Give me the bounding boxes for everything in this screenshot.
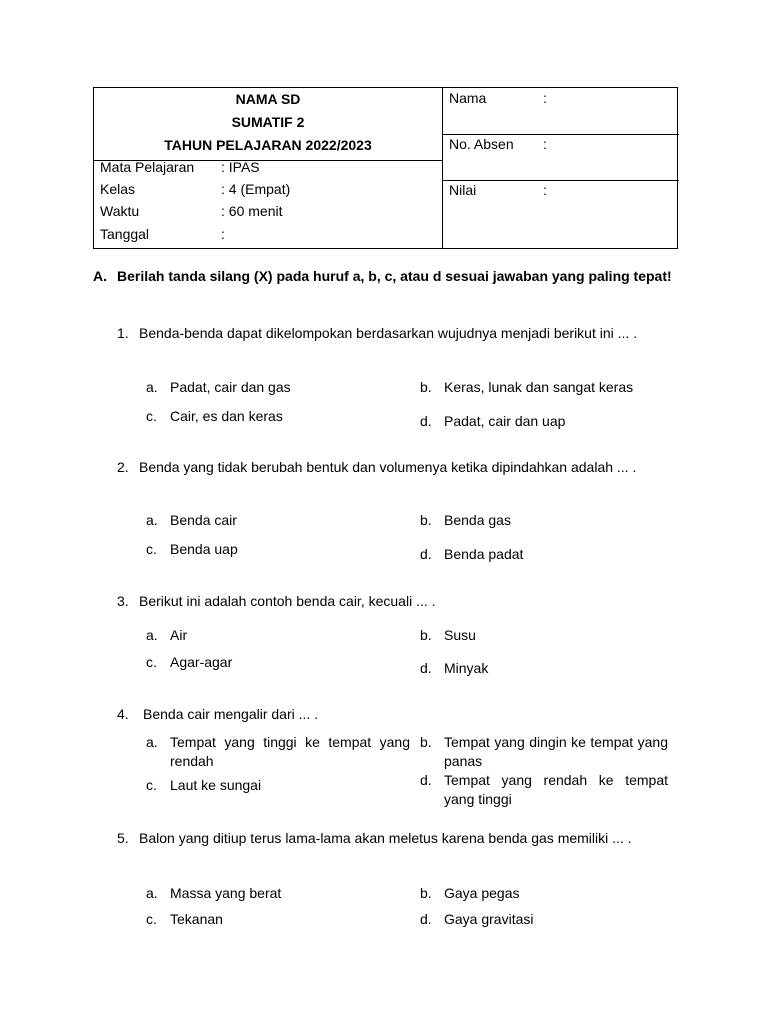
- question-number: 5.: [117, 830, 129, 846]
- option-letter: b.: [420, 885, 432, 901]
- section-instruction: Berilah tanda silang (X) pada huruf a, b, c, atau d sesuai jawaban yang paling tepat!: [117, 268, 672, 284]
- section-label: A.: [93, 268, 107, 284]
- option-letter: d.: [420, 546, 432, 562]
- option-text: Benda gas: [444, 512, 511, 528]
- question-number: 4.: [117, 706, 129, 722]
- option-letter: d.: [420, 772, 432, 788]
- date-value: :: [221, 226, 225, 242]
- question-text: Berikut ini adalah contoh benda cair, kecuali ... .: [139, 593, 436, 609]
- academic-year: TAHUN PELAJARAN 2022/2023: [164, 137, 372, 153]
- class-label: Kelas: [100, 181, 136, 197]
- score-value: :: [543, 182, 547, 198]
- option-letter: a.: [146, 379, 158, 395]
- option-letter: a.: [146, 734, 158, 750]
- option-text: Tempat yang tinggi ke tempat yang rendah: [170, 734, 410, 769]
- option-text: Tekanan: [170, 911, 223, 927]
- header-table: [93, 87, 678, 249]
- school-name: NAMA SD: [235, 91, 301, 107]
- option-letter: d.: [420, 911, 432, 927]
- question-number: 2.: [117, 459, 129, 475]
- table-divider: [442, 134, 679, 135]
- option-text: Air: [170, 627, 188, 643]
- option-letter: b.: [420, 512, 432, 528]
- option-text: Benda padat: [444, 546, 524, 562]
- option-letter: c.: [146, 654, 157, 670]
- option-text: Gaya gravitasi: [444, 911, 534, 927]
- option-text: Padat, cair dan gas: [170, 379, 291, 395]
- option-letter: c.: [146, 408, 157, 424]
- table-divider: [442, 88, 443, 248]
- name-value: :: [543, 90, 547, 106]
- option-letter: d.: [420, 413, 432, 429]
- class-value: : 4 (Empat): [221, 181, 291, 197]
- question-number: 1.: [117, 325, 129, 341]
- option-letter: d.: [420, 660, 432, 676]
- name-label: Nama: [449, 90, 487, 106]
- option-text: Benda cair: [170, 512, 237, 528]
- date-label: Tanggal: [100, 226, 150, 242]
- time-label: Waktu: [100, 203, 140, 219]
- option-text: Susu: [444, 627, 476, 643]
- option-text: Cair, es dan keras: [170, 408, 283, 424]
- option-text: Massa yang berat: [170, 885, 282, 901]
- question-number: 3.: [117, 593, 129, 609]
- question-text: Benda cair mengalir dari ... .: [143, 706, 319, 722]
- option-text: Agar-agar: [170, 654, 233, 670]
- time-value: : 60 menit: [221, 203, 283, 219]
- question-text: Balon yang ditiup terus lama-lama akan meletus karena benda gas memiliki ... .: [139, 830, 632, 846]
- option-text: Tempat yang rendah ke tempat yang tinggi: [444, 772, 668, 807]
- option-text: Tempat yang dingin ke tempat yang panas: [444, 734, 668, 769]
- option-letter: a.: [146, 627, 158, 643]
- option-letter: a.: [146, 512, 158, 528]
- exam-title: SUMATIF 2: [231, 114, 305, 130]
- option-letter: b.: [420, 734, 432, 750]
- absen-label: No. Absen: [449, 136, 514, 152]
- option-text: Padat, cair dan uap: [444, 413, 566, 429]
- option-text: Keras, lunak dan sangat keras: [444, 379, 634, 395]
- question-text: Benda yang tidak berubah bentuk dan volumenya ketika dipindahkan adalah ... .: [139, 459, 637, 475]
- option-letter: c.: [146, 777, 157, 793]
- table-divider: [442, 180, 679, 181]
- option-text: Benda uap: [170, 541, 238, 557]
- option-letter: c.: [146, 541, 157, 557]
- option-letter: b.: [420, 379, 432, 395]
- option-letter: a.: [146, 885, 158, 901]
- option-text: Laut ke sungai: [170, 777, 262, 793]
- question-text: Benda-benda dapat dikelompokan berdasarkan wujudnya menjadi berikut ini ... .: [139, 325, 638, 341]
- option-letter: b.: [420, 627, 432, 643]
- subject-label: Mata Pelajaran: [100, 159, 195, 175]
- option-text: Gaya pegas: [444, 885, 520, 901]
- option-text: Minyak: [444, 660, 489, 676]
- subject-value: : IPAS: [221, 159, 260, 175]
- option-letter: c.: [146, 911, 157, 927]
- score-label: Nilai: [449, 182, 477, 198]
- absen-value: :: [543, 136, 547, 152]
